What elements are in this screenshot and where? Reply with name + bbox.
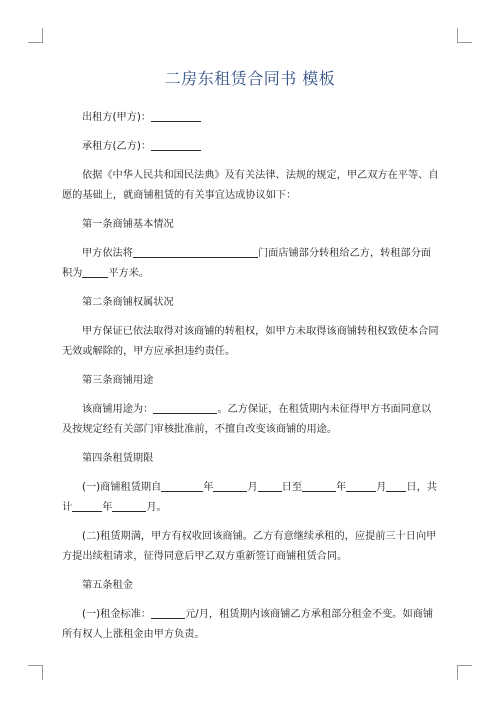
article-1-heading: 第一条商铺基本情况 <box>82 219 174 230</box>
article-5-clause-1 <box>62 605 440 645</box>
art4-1-day: 日，共计 <box>62 482 437 513</box>
lessor-line <box>62 108 440 128</box>
article-5-heading: 第五条租金 <box>82 580 133 591</box>
start-year-blank <box>161 479 203 492</box>
end-month-blank <box>346 479 376 492</box>
article-3-heading: 第三条商铺用途 <box>82 375 154 386</box>
art3-text-b: 。乙方保证，在租赁期内未征得甲方书面同意以及按规定经有关部门审核批准前，不擅自改变该商铺的用途。 <box>62 404 432 435</box>
article-4-clause-2: (二)租赁期满，甲方有权收回该商铺。乙方有意继续承租的，应提前三十日向甲方提出续租请求，征得同意后甲乙双方重新签订商铺租赁合同。 <box>62 531 437 562</box>
article-4-clause-1 <box>62 478 440 518</box>
art4-1-year-3: 年 <box>102 502 113 513</box>
end-day-blank <box>386 479 406 492</box>
art4-1-text-a: (一)商铺租赁期自 <box>82 482 162 493</box>
art4-1-month-2: 月 <box>376 482 387 493</box>
art4-1-to: 日至 <box>281 482 303 493</box>
art4-1-month: 月 <box>247 482 258 493</box>
corner-mark-top-left <box>28 28 43 43</box>
lessee-line <box>62 137 440 157</box>
article-4-heading: 第四条租赁期限 <box>82 453 154 464</box>
total-year-blank <box>72 499 102 512</box>
total-month-blank <box>112 499 146 512</box>
lessee-label: 承租方(乙方)： <box>82 141 152 152</box>
art1-text-a: 甲方依法将 <box>82 248 133 259</box>
shop-address-blank <box>133 245 258 258</box>
corner-mark-bottom-left <box>28 665 43 680</box>
art1-text-b: 门面店铺部分转租给乙方，转租部分面积为 <box>62 248 432 279</box>
document-title: 二房东租赁合同书 模板 <box>164 69 336 88</box>
start-day-blank <box>258 479 282 492</box>
art4-1-year-2: 年 <box>336 482 347 493</box>
corner-mark-bottom-right <box>457 665 472 680</box>
art5-text-b: 元/月，租赁期内该商铺乙方承租部分租金不变。如商铺所有权人上涨租金由甲方负责。 <box>62 609 434 640</box>
usage-blank <box>153 401 217 414</box>
lessee-blank <box>151 138 201 151</box>
art1-text-c: 平方米。 <box>108 268 150 279</box>
article-3-paragraph <box>62 400 440 440</box>
art5-text-a: (一)租金标准： <box>82 609 152 620</box>
art4-1-end: 月。 <box>146 502 167 513</box>
lessor-blank <box>151 109 201 122</box>
corner-mark-top-right <box>457 28 472 43</box>
article-2-paragraph: 甲方保证已依法取得对该商铺的转租权，如甲方未取得该商铺转租权致使本合同无效或解除的，甲方应承担违约责任。 <box>62 326 439 357</box>
preamble-paragraph: 依据《中华人民共和国民法典》及有关法律、法规的规定，甲乙双方在平等、自愿的基础上，就商铺租赁的有关事宜达成协议如下： <box>62 170 439 201</box>
lessor-label: 出租方(甲方)： <box>82 112 152 123</box>
article-1-paragraph <box>62 244 440 284</box>
area-blank <box>82 265 108 278</box>
article-2-heading: 第二条商铺权属状况 <box>82 297 174 308</box>
start-month-blank <box>213 479 247 492</box>
art3-text-a: 该商铺用途为： <box>82 404 154 415</box>
end-year-blank <box>302 479 336 492</box>
rent-amount-blank <box>151 606 185 619</box>
art4-1-year: 年 <box>203 482 214 493</box>
document-body <box>62 108 440 654</box>
